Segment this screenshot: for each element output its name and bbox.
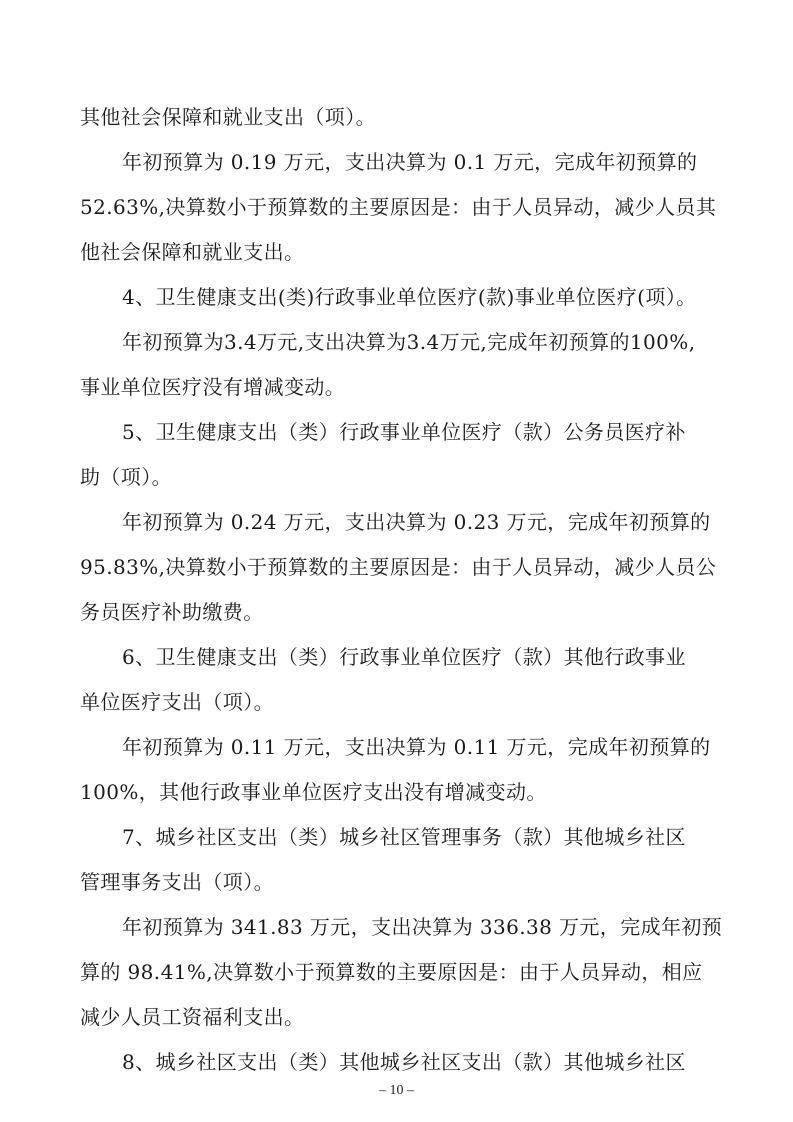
text-line: 年初预算为 341.83 万元，支出决算为 336.38 万元，完成年初预 bbox=[122, 915, 723, 939]
text-line: 8、城乡社区支出（类）其他城乡社区支出（款）其他城乡社区 bbox=[122, 1050, 686, 1074]
text-line: 算的 98.41%,决算数小于预算数的主要原因是：由于人员异动，相应 bbox=[80, 960, 703, 984]
text-line: 95.83%,决算数小于预算数的主要原因是：由于人员异动，减少人员公 bbox=[80, 555, 717, 579]
text-line: 6、卫生健康支出（类）行政事业单位医疗（款）其他行政事业 bbox=[122, 645, 686, 669]
text-line: 5、卫生健康支出（类）行政事业单位医疗（款）公务员医疗补 bbox=[122, 420, 686, 444]
page-number: – 10 – bbox=[379, 1083, 414, 1098]
text-line: 助（项）。 bbox=[80, 465, 172, 489]
text-line: 年初预算为 0.24 万元，支出决算为 0.23 万元，完成年初预算的 bbox=[122, 510, 711, 534]
text-line: 减少人员工资福利支出。 bbox=[80, 1005, 305, 1029]
text-line: 年初预算为 0.19 万元，支出决算为 0.1 万元，完成年初预算的 bbox=[122, 150, 698, 174]
text-line: 事业单位医疗没有增减变动。 bbox=[80, 375, 346, 399]
text-line: 52.63%,决算数小于预算数的主要原因是：由于人员异动，减少人员其 bbox=[80, 195, 717, 219]
text-line: 单位医疗支出（项）。 bbox=[80, 690, 274, 714]
text-line: 100%，其他行政事业单位医疗支出没有增减变动。 bbox=[80, 780, 547, 804]
text-line: 年初预算为 0.11 万元，支出决算为 0.11 万元，完成年初预算的 bbox=[122, 735, 711, 759]
text-line: 年初预算为3.4万元,支出决算为3.4万元,完成年初预算的100%, bbox=[122, 330, 696, 354]
text-line: 其他社会保障和就业支出（项）。 bbox=[80, 105, 376, 129]
text-line: 7、城乡社区支出（类）城乡社区管理事务（款）其他城乡社区 bbox=[122, 825, 686, 849]
text-line: 务员医疗补助缴费。 bbox=[80, 600, 264, 624]
text-line: 他社会保障和就业支出。 bbox=[80, 240, 305, 264]
text-line: 4、卫生健康支出(类)行政事业单位医疗(款)事业单位医疗(项）。 bbox=[122, 285, 697, 309]
text-line: 管理事务支出（项）。 bbox=[80, 870, 274, 894]
